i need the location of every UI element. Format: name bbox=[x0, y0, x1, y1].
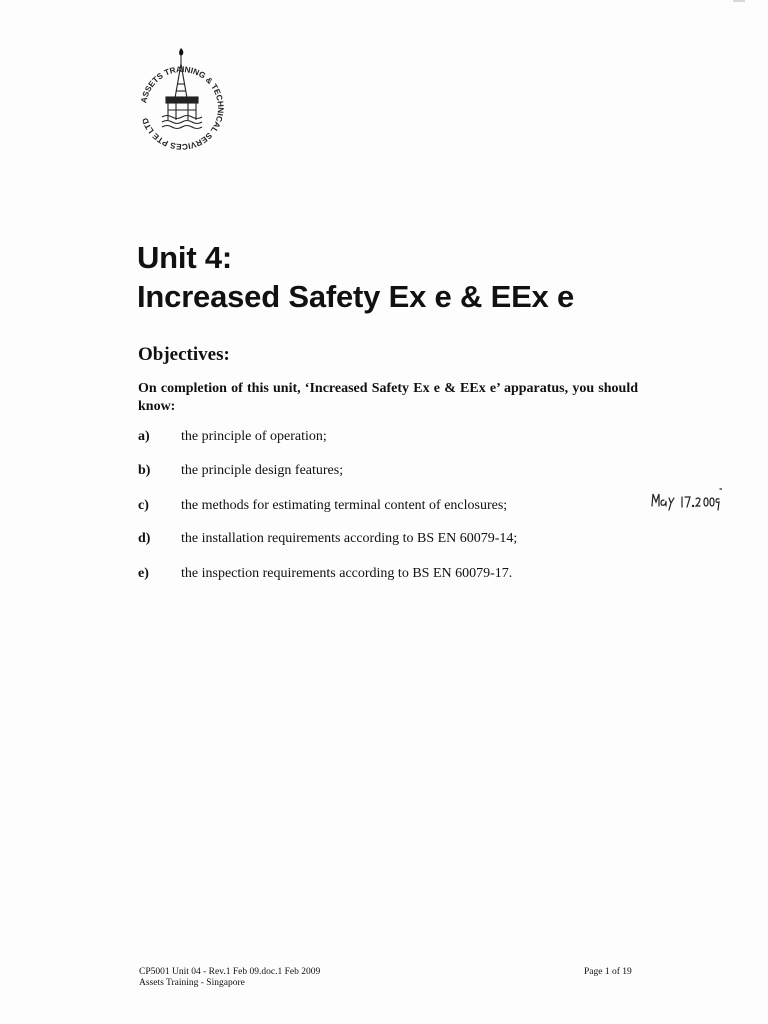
objective-letter: e) bbox=[138, 566, 149, 581]
objectives-intro: On completion of this unit, ‘Increased Safety Ex e & EEx e’ apparatus, you should know: bbox=[138, 381, 638, 414]
footer-document-info bbox=[139, 967, 320, 989]
title-line-2: Increased Safety Ex e & EEx e bbox=[137, 279, 575, 314]
scan-artifact bbox=[733, 0, 745, 2]
flame-icon bbox=[179, 48, 183, 64]
logo-ring-text: ASSETS TRAINING & TECHNICAL SERVICES PTE LTD bbox=[139, 64, 226, 152]
handwritten-date-note bbox=[650, 486, 722, 516]
objective-letter: b) bbox=[138, 463, 151, 478]
objective-letter: a) bbox=[138, 429, 150, 444]
svg-text:ASSETS TRAINING & TECHNICAL SE bbox=[139, 65, 225, 151]
objective-text: the principle design features; bbox=[181, 463, 344, 478]
title-line-1: Unit 4: bbox=[137, 240, 233, 275]
objective-letter: c) bbox=[138, 498, 149, 513]
objective-text: the installation requirements according to BS EN 60079-14; bbox=[181, 531, 518, 546]
footer-org: Assets Training - Singapore bbox=[139, 978, 245, 988]
footer-page-number: Page 1 of 19 bbox=[584, 967, 632, 977]
objective-text: the inspection requirements according to BS EN 60079-17. bbox=[181, 566, 513, 581]
objectives-heading: Objectives: bbox=[138, 344, 230, 365]
objective-letter: d) bbox=[138, 531, 151, 546]
footer-doc-ref: CP5001 Unit 04 - Rev.1 Feb 09.doc.1 Feb 2009 bbox=[139, 967, 321, 977]
page-title bbox=[137, 238, 574, 316]
objective-text: the methods for estimating terminal content of enclosures; bbox=[181, 498, 508, 513]
company-logo bbox=[132, 40, 232, 170]
objective-text: the principle of operation; bbox=[181, 429, 327, 444]
